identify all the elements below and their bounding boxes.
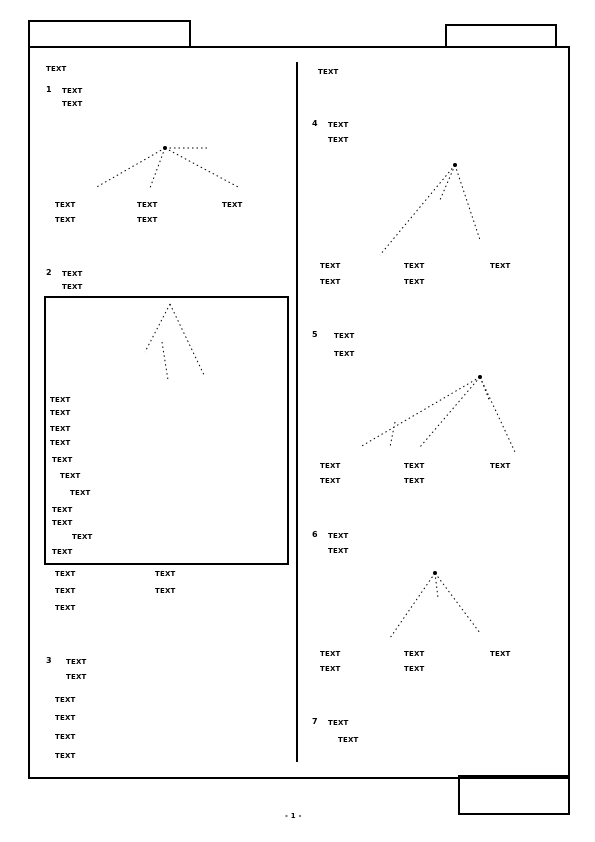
q3-line2: TEXT <box>66 673 87 681</box>
q6-leaf-2b: TEXT <box>404 665 425 673</box>
q1-leaf-1b: TEXT <box>55 216 76 224</box>
header-right-box <box>445 24 557 48</box>
q6-leaf-1b: TEXT <box>320 665 341 673</box>
q2-option-4[interactable]: TEXT <box>155 587 176 595</box>
q2-box-line-4: TEXT <box>50 439 71 447</box>
q5-leaf-1a: TEXT <box>320 462 341 470</box>
q1-tree-diagram <box>90 138 260 198</box>
q2-box-line-10: TEXT <box>72 533 93 541</box>
q6-number: 6 <box>312 530 318 539</box>
q2-box-line-9: TEXT <box>52 519 73 527</box>
q4-line2: TEXT <box>328 136 349 144</box>
q1-line2: TEXT <box>62 100 83 108</box>
q6-tree-diagram <box>380 568 500 648</box>
column-divider <box>296 62 298 762</box>
q2-box-tree <box>140 302 220 382</box>
q5-leaf-3a: TEXT <box>490 462 511 470</box>
tree-lines <box>95 148 240 188</box>
q7-line2: TEXT <box>338 736 359 744</box>
q7-line1: TEXT <box>328 719 349 727</box>
q4-number: 4 <box>312 119 318 128</box>
q4-leaf-1a: TEXT <box>320 262 341 270</box>
q1-leaf-2b: TEXT <box>137 216 158 224</box>
q5-tree-diagram <box>350 372 530 462</box>
box-tree-lines <box>145 304 205 380</box>
q6-leaf-2a: TEXT <box>404 650 425 658</box>
q2-option-1[interactable]: TEXT <box>55 570 76 578</box>
tree-lines <box>380 165 480 255</box>
page-number: - 1 - <box>285 812 302 820</box>
q2-box-line-11: TEXT <box>52 548 73 556</box>
q2-box-line-3: TEXT <box>50 425 71 433</box>
q3-option-2[interactable]: TEXT <box>55 714 76 722</box>
q4-leaf-2a: TEXT <box>404 262 425 270</box>
q2-option-5[interactable]: TEXT <box>55 604 76 612</box>
q6-line1: TEXT <box>328 532 349 540</box>
q3-option-1[interactable]: TEXT <box>55 696 76 704</box>
q6-line2: TEXT <box>328 547 349 555</box>
q3-option-3[interactable]: TEXT <box>55 733 76 741</box>
q5-number: 5 <box>312 330 318 339</box>
q2-option-3[interactable]: TEXT <box>55 587 76 595</box>
q5-line2: TEXT <box>334 350 355 358</box>
header-left-box <box>28 20 191 48</box>
q1-leaf-1a: TEXT <box>55 201 76 209</box>
q5-leaf-2a: TEXT <box>404 462 425 470</box>
q1-leaf-2a: TEXT <box>137 201 158 209</box>
right-top-line: TEXT <box>318 68 339 76</box>
q5-line1: TEXT <box>334 332 355 340</box>
section-title: TEXT <box>46 65 67 73</box>
q6-leaf-1a: TEXT <box>320 650 341 658</box>
q4-line1: TEXT <box>328 121 349 129</box>
q3-number: 3 <box>46 656 52 665</box>
q4-tree-diagram <box>370 160 510 260</box>
q1-line1: TEXT <box>62 87 83 95</box>
q2-number: 2 <box>46 268 52 277</box>
q2-box-line-1: TEXT <box>50 396 71 404</box>
q4-leaf-3a: TEXT <box>490 262 511 270</box>
q2-line1: TEXT <box>62 270 83 278</box>
q2-option-2[interactable]: TEXT <box>155 570 176 578</box>
q2-line2: TEXT <box>62 283 83 291</box>
q2-box-line-7: TEXT <box>70 489 91 497</box>
q7-number: 7 <box>312 717 318 726</box>
q3-line1: TEXT <box>66 658 87 666</box>
q6-leaf-3a: TEXT <box>490 650 511 658</box>
q1-leaf-3a: TEXT <box>222 201 243 209</box>
q2-box-line-6: TEXT <box>60 472 81 480</box>
q1-number: 1 <box>46 85 52 94</box>
q4-leaf-1b: TEXT <box>320 278 341 286</box>
footer-box <box>458 775 570 815</box>
q3-option-4[interactable]: TEXT <box>55 752 76 760</box>
q2-box-line-5: TEXT <box>52 456 73 464</box>
q5-leaf-2b: TEXT <box>404 477 425 485</box>
q5-leaf-1b: TEXT <box>320 477 341 485</box>
q4-leaf-2b: TEXT <box>404 278 425 286</box>
q2-box-line-8: TEXT <box>52 506 73 514</box>
tree-lines <box>360 377 515 452</box>
q2-box-line-2: TEXT <box>50 409 71 417</box>
tree-lines <box>390 573 480 638</box>
